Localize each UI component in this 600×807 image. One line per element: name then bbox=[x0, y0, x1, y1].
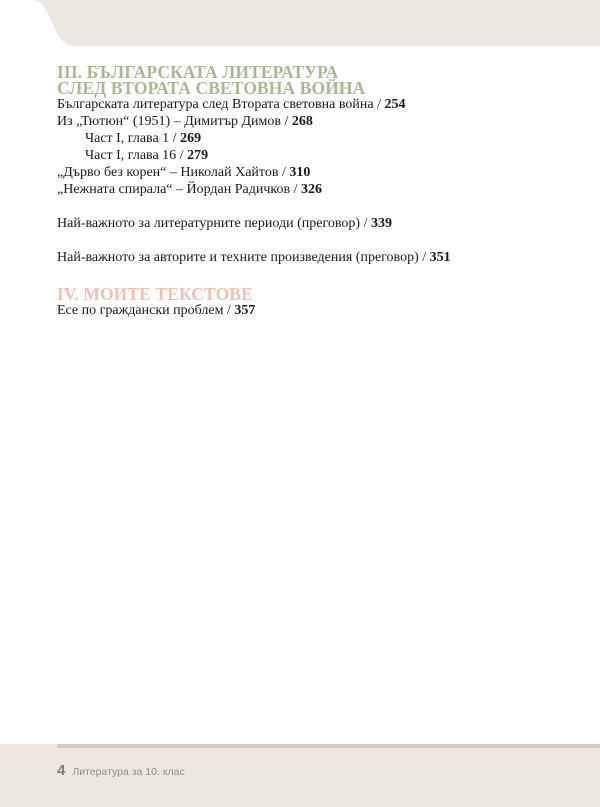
toc-entry-title: Най-важното за литературните периоди (преговор) / bbox=[57, 216, 371, 231]
toc-entry-title: Из „Тютюн“ (1951) – Димитър Димов / bbox=[57, 114, 292, 129]
toc-entry-page: 351 bbox=[429, 250, 451, 265]
book-title: Литература за 10. клас bbox=[72, 766, 185, 778]
toc-entry-title: Българската литература след Втората световна война / bbox=[57, 97, 385, 112]
toc-entry[interactable] bbox=[57, 96, 577, 113]
toc-entry-title: Част I, глава 1 / bbox=[85, 131, 181, 146]
toc-entry-page: 310 bbox=[289, 165, 311, 180]
toc-entry[interactable] bbox=[57, 113, 577, 130]
toc-entry-page: 269 bbox=[180, 131, 202, 146]
toc-entry-page: 268 bbox=[291, 114, 313, 129]
header-band bbox=[0, 0, 600, 46]
toc-entry-title: Най-важното за авторите и техните произведения (преговор) / bbox=[57, 250, 430, 265]
toc-entry-review-authors[interactable] bbox=[57, 249, 577, 266]
toc-entry-page: 279 bbox=[187, 148, 209, 163]
section-4-heading bbox=[57, 286, 577, 302]
spacer bbox=[57, 198, 577, 215]
section-3-title-line-2: СЛЕД ВТОРАТА СВЕТОВНА ВОЙНА bbox=[57, 78, 366, 98]
spacer bbox=[57, 232, 577, 249]
header-band-shape bbox=[0, 0, 600, 46]
toc-entry-page: 326 bbox=[301, 182, 323, 197]
toc-entry[interactable] bbox=[57, 181, 577, 198]
page-footer bbox=[57, 762, 185, 782]
toc-entry-title: Есе по граждански проблем / bbox=[57, 303, 235, 318]
toc-entry-title: „Дърво без корен“ – Николай Хайтов / bbox=[57, 165, 290, 180]
toc-entry-title: Част I, глава 16 / bbox=[85, 148, 188, 163]
toc-entry-review-periods[interactable] bbox=[57, 215, 577, 232]
toc-entry-page: 339 bbox=[370, 216, 392, 231]
table-of-contents bbox=[57, 64, 577, 319]
footer-rule bbox=[57, 744, 600, 748]
section-3-title-line-1: III. БЪЛГАРСКАТА ЛИТЕРАТУРА bbox=[57, 62, 339, 82]
section-3-heading bbox=[57, 64, 577, 96]
spacer bbox=[57, 266, 577, 286]
toc-entry-page: 357 bbox=[234, 303, 256, 318]
toc-entry-title: „Нежната спирала“ – Йордан Радичков / bbox=[57, 182, 302, 197]
toc-subentry[interactable] bbox=[57, 147, 577, 164]
section-4-title: IV. МОИТЕ ТЕКСТОВЕ bbox=[57, 284, 253, 304]
toc-subentry[interactable] bbox=[57, 130, 577, 147]
toc-entry-page: 254 bbox=[384, 97, 406, 112]
page-number: 4 bbox=[57, 762, 66, 779]
toc-entry[interactable] bbox=[57, 164, 577, 181]
toc-entry[interactable] bbox=[57, 302, 577, 319]
